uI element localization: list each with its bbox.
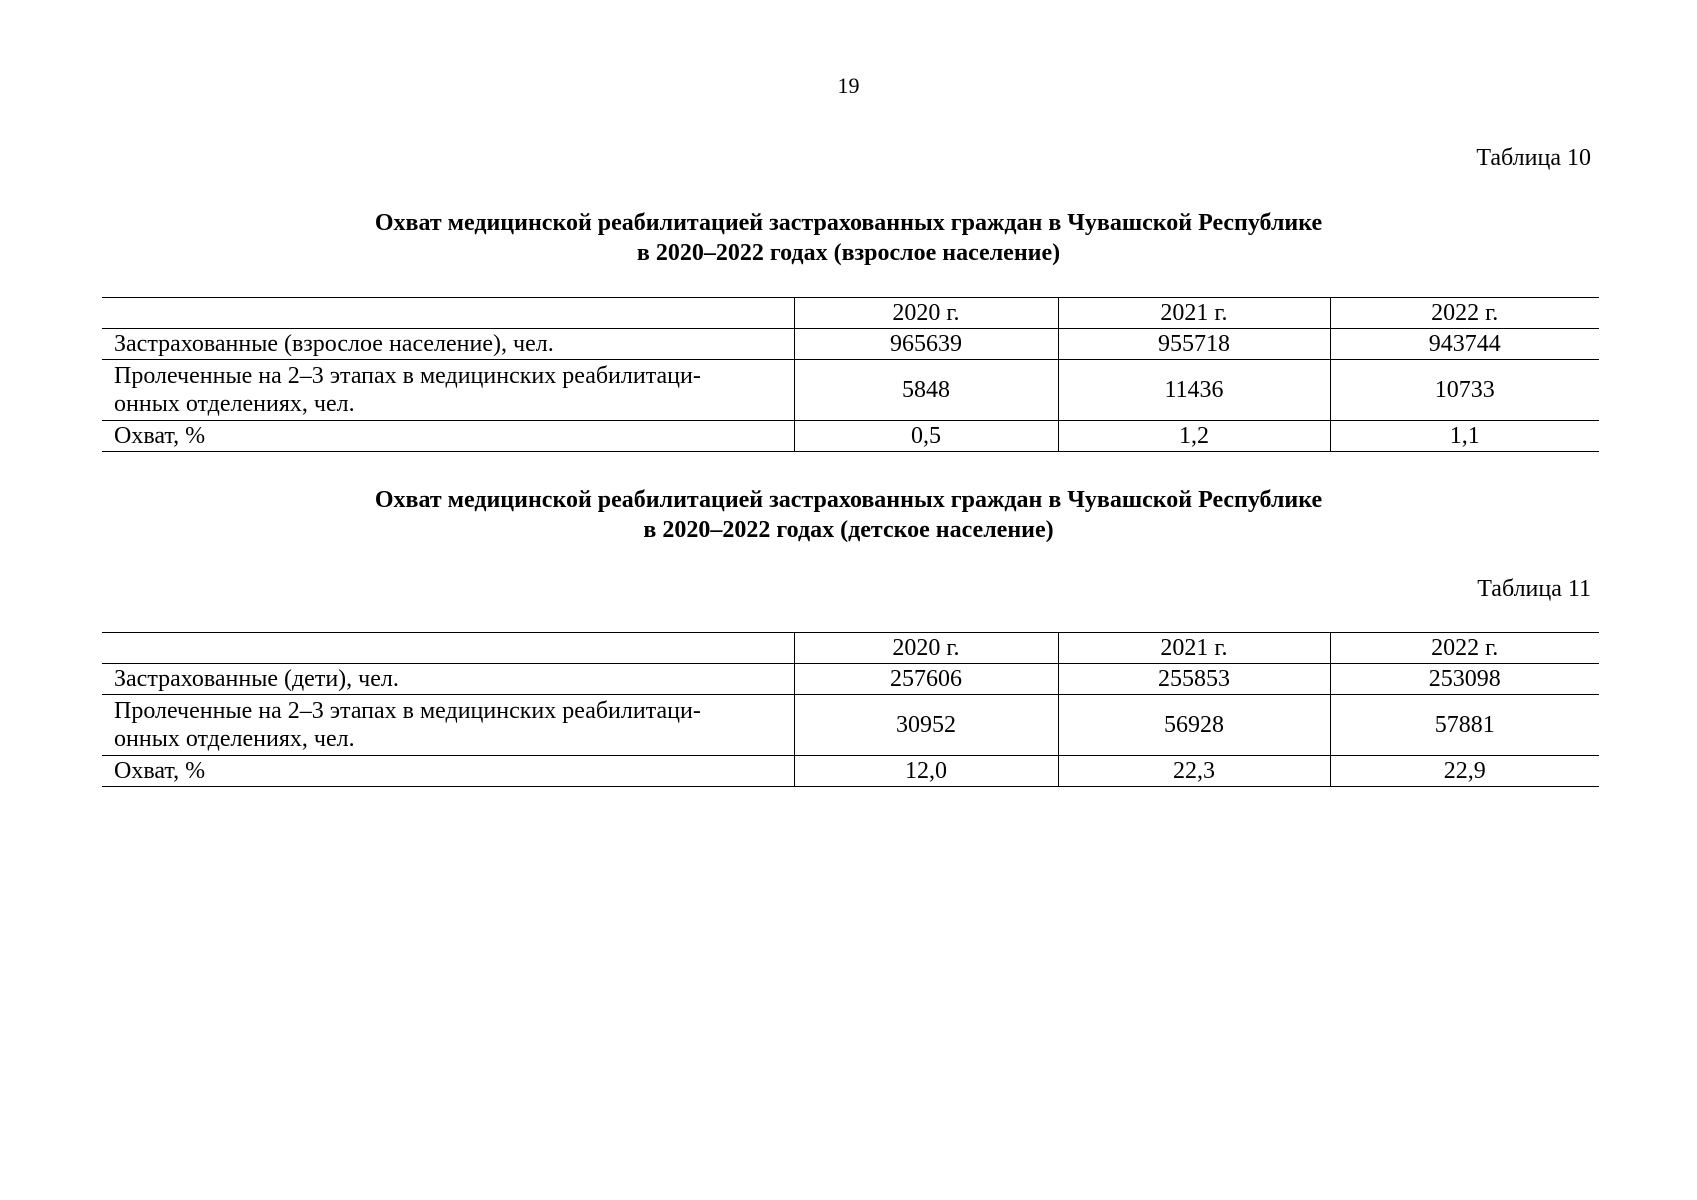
header-cell-2022: 2022 г.: [1330, 298, 1599, 329]
table-11-title-line2: в 2020–2022 годах (детское население): [643, 517, 1054, 543]
cell-2021: 255853: [1058, 664, 1330, 695]
cell-2020: 965639: [794, 329, 1058, 360]
header-cell-2021: 2021 г.: [1058, 298, 1330, 329]
header-cell-empty: [102, 633, 794, 664]
row-label-line2: онных отделениях, чел.: [114, 726, 355, 752]
header-cell-2022: 2022 г.: [1330, 633, 1599, 664]
header-cell-empty: [102, 298, 794, 329]
table-10-title-line2: в 2020–2022 годах (взрослое население): [636, 240, 1061, 266]
header-cell-2020: 2020 г.: [794, 298, 1058, 329]
cell-2021: 1,2: [1058, 421, 1330, 452]
table-row: [102, 756, 1599, 787]
table-11-title-line1: Охват медицинской реабилитацией застрахованных граждан в Чувашской Республике: [374, 487, 1323, 513]
table-row: [102, 360, 1599, 421]
cell-2021: 56928: [1058, 695, 1330, 756]
table-header-row: [102, 633, 1599, 664]
row-label: Застрахованные (дети), чел.: [102, 664, 794, 695]
cell-2021: 11436: [1058, 360, 1330, 421]
table-10-title: [0, 208, 1697, 268]
page-number: 19: [837, 73, 860, 98]
cell-2021: 955718: [1058, 329, 1330, 360]
row-label: Охват, %: [102, 421, 794, 452]
row-label-line2: онных отделениях, чел.: [114, 391, 355, 417]
cell-2020: 12,0: [794, 756, 1058, 787]
table-11-title: [0, 485, 1697, 545]
table-10-title-line1: Охват медицинской реабилитацией застрахованных граждан в Чувашской Республике: [374, 210, 1323, 236]
cell-2021: 22,3: [1058, 756, 1330, 787]
cell-2022: 253098: [1330, 664, 1599, 695]
cell-2022: 57881: [1330, 695, 1599, 756]
header-cell-2021: 2021 г.: [1058, 633, 1330, 664]
table-row: [102, 329, 1599, 360]
table-row: [102, 421, 1599, 452]
row-label-line1: Пролеченные на 2–3 этапах в медицинских реабилитаци-: [114, 363, 701, 389]
table-row: [102, 695, 1599, 756]
table-10: [102, 297, 1599, 452]
cell-2020: 5848: [794, 360, 1058, 421]
cell-2022: 1,1: [1330, 421, 1599, 452]
table-11-label: Таблица 11: [1477, 576, 1591, 602]
cell-2020: 30952: [794, 695, 1058, 756]
row-label: [102, 695, 794, 756]
row-label-line1: Пролеченные на 2–3 этапах в медицинских реабилитаци-: [114, 698, 701, 724]
header-cell-2020: 2020 г.: [794, 633, 1058, 664]
row-label: Застрахованные (взрослое население), чел.: [102, 329, 794, 360]
table-row: [102, 664, 1599, 695]
table-header-row: [102, 298, 1599, 329]
cell-2022: 943744: [1330, 329, 1599, 360]
cell-2022: 10733: [1330, 360, 1599, 421]
row-label: Охват, %: [102, 756, 794, 787]
table-11: [102, 632, 1599, 787]
cell-2020: 0,5: [794, 421, 1058, 452]
table-10-label: Таблица 10: [1476, 145, 1591, 171]
cell-2022: 22,9: [1330, 756, 1599, 787]
row-label: [102, 360, 794, 421]
cell-2020: 257606: [794, 664, 1058, 695]
